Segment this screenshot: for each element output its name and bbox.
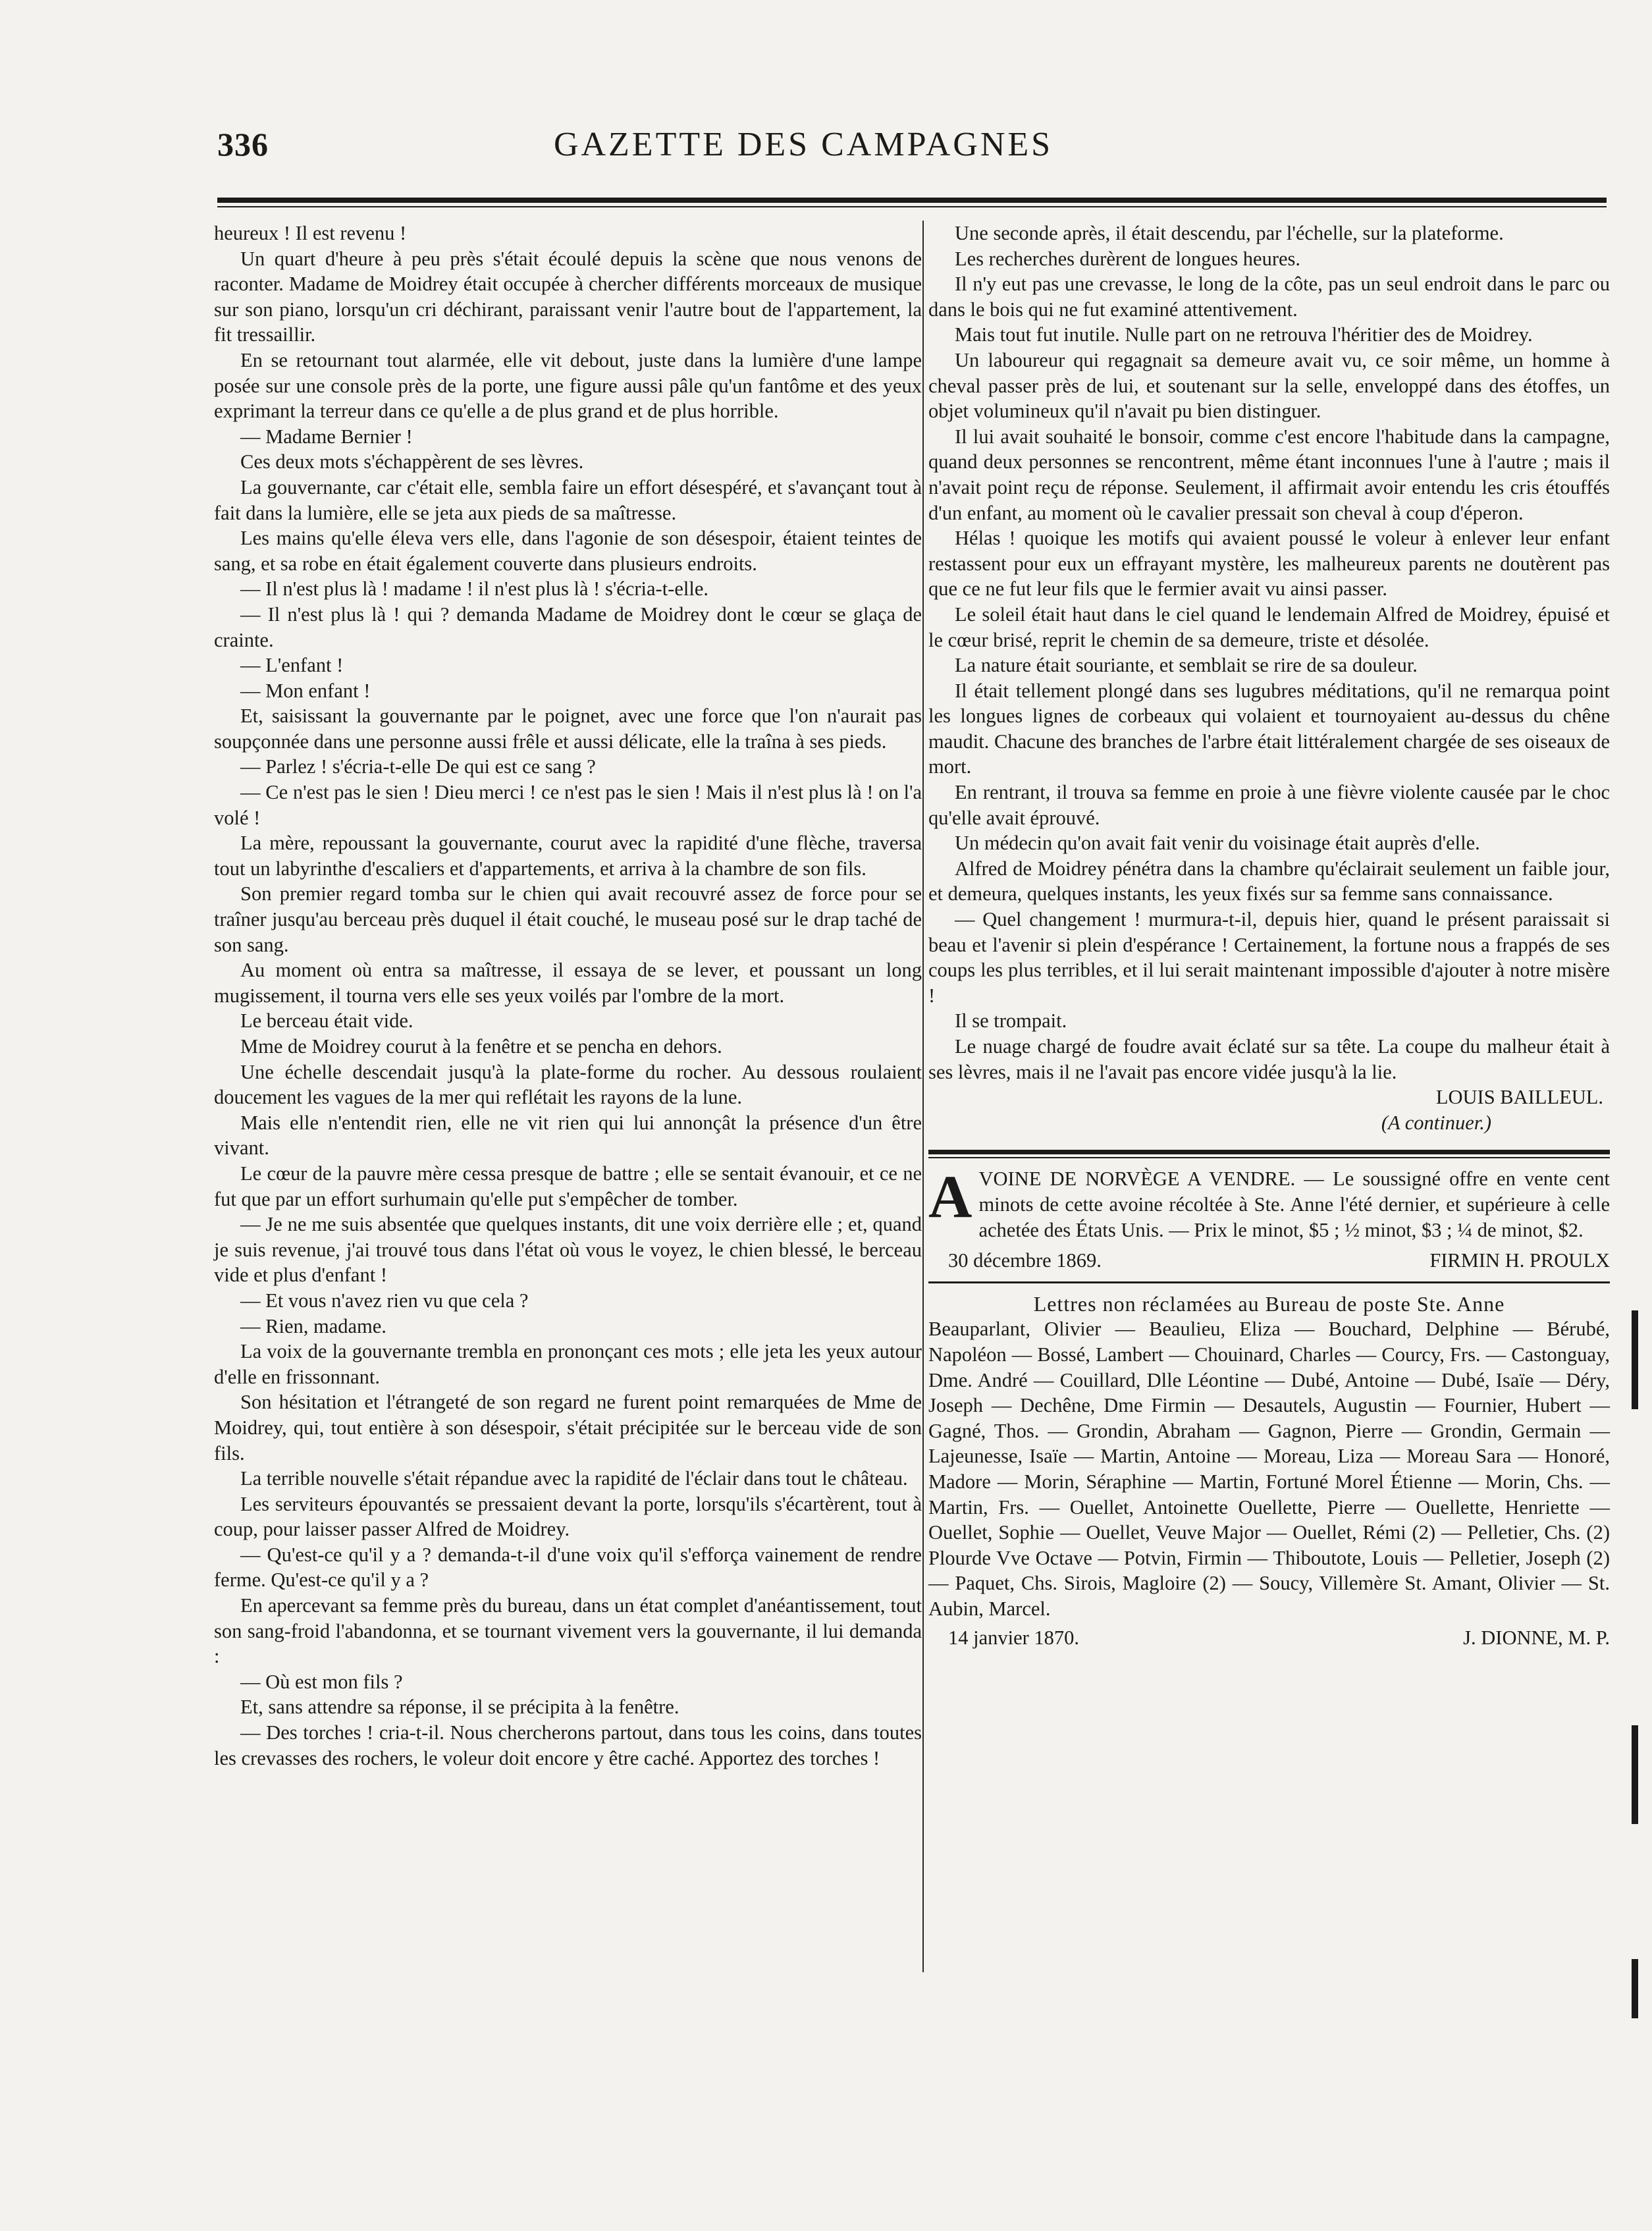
story-paragraph: — Il n'est plus là ! qui ? demanda Madame de Moidrey dont le cœur se glaça de crainte.	[214, 603, 922, 651]
story-paragraph: — Mon enfant !	[240, 679, 371, 702]
drop-cap: A	[928, 1163, 973, 1231]
story-paragraph: — Et vous n'avez rien vu que cela ?	[240, 1289, 529, 1312]
oats-advertisement	[928, 1163, 1610, 1273]
story-paragraph: Il était tellement plongé dans ses lugubres méditations, qu'il ne remarqua point les longues lignes de corbeaux qui volaient et tournoyaient au-dessus du chêne maudit. Chacune des branches de l'arbre était littéralement chargée de ses oiseaux de mort.	[928, 679, 1610, 778]
story-paragraph: La terrible nouvelle s'était répandue avec la rapidité de l'éclair dans tout le château.	[240, 1467, 908, 1490]
ad-text: VOINE DE NORVÈGE A VENDRE. — Le soussigné offre en vente cent minots de cette avoine récoltée à Ste. Anne l'été dernier, et supérieure à celle achetée des États Unis. — Prix le minot, $5 ; ½ minot, $3 ; ¼ de minot, $2.	[978, 1168, 1610, 1241]
unclaimed-letters-notice	[928, 1291, 1610, 1651]
story-paragraph: Alfred de Moidrey pénétra dans la chambre qu'éclairait seulement un faible jour, et demeura, quelques instants, les yeux fixés sur sa femme sans connaissance.	[928, 857, 1610, 905]
section-rule-thick	[928, 1150, 1610, 1154]
story-paragraph: Le cœur de la pauvre mère cessa presque de battre ; elle se sentait évanouir, et ce ne fut que par un effort surhumain qu'elle put s'empêcher de tomber.	[214, 1162, 922, 1210]
story-paragraph: — Madame Bernier !	[240, 425, 413, 448]
story-paragraph: Au moment où entra sa maîtresse, il essaya de se lever, et poussant un long mugissement, il tourna vers elle ses yeux voilés par l'ombre de la mort.	[214, 959, 922, 1007]
story-paragraph: Il lui avait souhaité le bonsoir, comme c'est encore l'habitude dans la campagne, quand deux personnes se rencontrent, même étant inconnues l'une à l'autre ; mais il n'avait point reçu de réponse. Seulement, il affirmait avoir entendu les cris étouffés d'un enfant, au moment où le cavalier pressait son cheval à coup d'éperon.	[928, 425, 1610, 524]
story-paragraph: La gouvernante, car c'était elle, sembla faire un effort désespéré, et s'avançant tout à fait dans la lumière, elle se jeta aux pieds de sa maîtresse.	[214, 475, 922, 524]
story-paragraph: — Qu'est-ce qu'il y a ? demanda-t-il d'une voix qu'il s'efforça vainement de rendre ferme. Qu'est-ce qu'il y a ?	[214, 1543, 922, 1592]
story-paragraph: — Ce n'est pas le sien ! Dieu merci ! ce n'est pas le sien ! Mais il n'est plus là ! on l'a volé !	[214, 781, 922, 829]
section-rule-thin	[928, 1157, 1610, 1158]
story-paragraph: Le berceau était vide.	[240, 1009, 413, 1033]
column-divider	[922, 221, 924, 1972]
story-paragraph: La voix de la gouvernante trembla en prononçant ces mots ; elle jeta les yeux autour d'elle en frissonnant.	[214, 1340, 922, 1388]
story-paragraph: — Je ne me suis absentée que quelques instants, dit une voix derrière elle ; et, quand je suis revenue, j'ai trouvé tous dans l'état où vous le voyez, le chien blessé, le berceau vide et plus d'enfant !	[214, 1213, 922, 1287]
story-paragraph: Son hésitation et l'étrangeté de son regard ne furent point remarquées de Mme de Moidrey, qui, tout entière à son désespoir, s'était précipitée sur le berceau vide de son fils.	[214, 1391, 922, 1465]
ad-date: 30 décembre 1869.	[948, 1249, 1102, 1272]
story-paragraph: Les mains qu'elle éleva vers elle, dans l'agonie de son désespoir, étaient teintes de sang, et sa robe en était également couverte dans plusieurs endroits.	[214, 527, 922, 575]
story-paragraph: Le nuage chargé de foudre avait éclaté sur sa tête. La coupe du malheur était à ses lèvres, mais il ne l'avait pas encore vidée jusqu'à la lie.	[928, 1035, 1610, 1083]
story-paragraph: — L'enfant !	[240, 654, 344, 677]
story-paragraph: — Où est mon fils ?	[240, 1670, 403, 1693]
to-be-continued: (A continuer.)	[1381, 1111, 1491, 1134]
page-header	[217, 125, 1389, 171]
story-paragraph: — Parlez ! s'écria-t-elle De qui est ce sang ?	[240, 755, 596, 778]
story-paragraph: Hélas ! quoique les motifs qui avaient poussé le voleur à enlever leur enfant restassent pour eux un effrayant mystère, les malheureux parents ne doutèrent pas que ce ne fut leur fils que le fermier avait vu ainsi passer.	[928, 527, 1610, 601]
story-paragraph: Il se trompait.	[955, 1009, 1067, 1033]
letters-title: Lettres non réclamées au Bureau de poste Ste. Anne	[1033, 1291, 1505, 1316]
letters-date: 14 janvier 1870.	[948, 1626, 1080, 1650]
page-number: 336	[217, 126, 269, 163]
header-rule-thick	[217, 198, 1607, 203]
story-paragraph: Un quart d'heure à peu près s'était écoulé depuis la scène que nous venons de raconter. Madame de Moidrey était occupée à chercher différents morceaux de musique sur son piano, lorsqu'un cri déchirant, paraissant venir l'autre bout de l'appartement, la fit tressaillir.	[214, 247, 922, 346]
story-paragraph: — Des torches ! cria-t-il. Nous chercherons partout, dans tous les coins, dans toutes les crevasses des rochers, le voleur doit encore y être caché. Apportez des torches !	[214, 1721, 922, 1769]
story-paragraph: Ces deux mots s'échappèrent de ses lèvres.	[240, 450, 584, 473]
story-paragraph: La mère, repoussant la gouvernante, courut avec la rapidité d'une flèche, traversa tout un labyrinthe d'escaliers et d'appartements, et arriva à la chambre de son fils.	[214, 832, 922, 880]
story-paragraph: Un laboureur qui regagnait sa demeure avait vu, ce soir même, un homme à cheval passer près de lui, et soutenant sur la selle, enveloppé dans des étoffes, un objet volumineux qu'il n'avait pu bien distinguer.	[928, 348, 1610, 423]
story-paragraph: — Rien, madame.	[240, 1314, 386, 1337]
story-paragraph: La nature était souriante, et semblait se rire de sa douleur.	[955, 654, 1418, 677]
left-column	[214, 221, 922, 1771]
story-paragraph: — Quel changement ! murmura-t-il, depuis hier, quand le présent paraissait si beau et l'avenir si plein d'espérance ! Certainement, la fortune nous a frappés de ses coups les plus terribles, et il lui serait maintenant impossible d'ajouter à notre misère !	[928, 908, 1610, 1007]
story-paragraph: Et, sans attendre sa réponse, il se précipita à la fenêtre.	[240, 1696, 679, 1719]
story-paragraph: Mais tout fut inutile. Nulle part on ne retrouva l'héritier des de Moidrey.	[955, 323, 1533, 346]
story-paragraph: heureux ! Il est revenu !	[214, 222, 407, 244]
author-signature: LOUIS BAILLEUL.	[1435, 1086, 1603, 1109]
margin-mark	[1632, 1959, 1638, 2018]
story-paragraph: — Il n'est plus là ! madame ! il n'est plus là ! s'écria-t-elle.	[240, 578, 708, 601]
right-column	[928, 221, 1610, 1651]
margin-mark	[1632, 1725, 1638, 1824]
letters-signer: J. DIONNE, M. P.	[1463, 1626, 1610, 1650]
story-paragraph: Son premier regard tomba sur le chien qui avait recouvré assez de force pour se traîner jusqu'au berceau près duquel il était couché, le museau posé sur le drap taché de son sang.	[214, 882, 922, 956]
story-paragraph: Mais elle n'entendit rien, elle ne vit rien qui lui annonçât la présence d'un être vivant.	[214, 1111, 922, 1160]
story-paragraph: Une échelle descendait jusqu'à la plate-forme du rocher. Au dessous roulaient doucement les vagues de la mer qui reflétait les rayons de la lune.	[214, 1060, 922, 1109]
letters-footer	[948, 1625, 1610, 1651]
story-paragraph: Un médecin qu'on avait fait venir du voisinage était auprès d'elle.	[955, 832, 1480, 855]
story-paragraph: Les recherches durèrent de longues heures.	[955, 247, 1301, 270]
story-paragraph: Les serviteurs épouvantés se pressaient devant la porte, lorsqu'ils s'écartèrent, tout à coup, pour laisser passer Alfred de Moidrey.	[214, 1492, 922, 1541]
ad-footer	[948, 1248, 1610, 1274]
margin-mark	[1632, 1310, 1638, 1409]
story-paragraph: Le soleil était haut dans le ciel quand le lendemain Alfred de Moidrey, épuisé et le cœur brisé, reprit le chemin de sa demeure, triste et désolée.	[928, 603, 1610, 651]
header-rule-thin	[217, 206, 1607, 207]
story-paragraph: En se retournant tout alarmée, elle vit debout, juste dans la lumière d'une lampe posée sur une console près de la porte, une figure aussi pâle qu'un fantôme et des yeux exprimant la terreur dans ce qu'elle a de plus grand et de plus horrible.	[214, 348, 922, 423]
section-rule	[928, 1281, 1610, 1283]
story-paragraph: En apercevant sa femme près du bureau, dans un état complet d'anéantissement, tout son sang-froid l'abandonna, et se tournant vivement vers la gouvernante, il lui demanda :	[214, 1594, 922, 1668]
ad-signer: FIRMIN H. PROULX	[1429, 1249, 1610, 1272]
story-paragraph: En rentrant, il trouva sa femme en proie à une fièvre violente causée par le choc qu'elle avait éprouvé.	[928, 781, 1610, 829]
story-paragraph: Une seconde après, il était descendu, par l'échelle, sur la plateforme.	[955, 222, 1504, 244]
journal-title: GAZETTE DES CAMPAGNES	[553, 126, 1053, 163]
letters-list: Beauparlant, Olivier — Beaulieu, Eliza — Bouchard, Delphine — Bérubé, Napoléon — Bossé, Lambert — Chouinard, Charles — Courcy, Frs. — Castonguay, Dme. André — Couillard, Dlle Léontine — Dubé, Antoine — Dubé, Isaïe — Déry, Joseph — Dechêne, Dme Firmin — Desautels, Augustin — Fournier, Hubert — Gagné, Thos. — Grondin, Abraham — Gagnon, Pierre — Grondin, Germain — Lajeunesse, Isaïe — Martin, Antoine — Moreau, Liza — Moreau Sara — Honoré, Madore — Morin, Séraphine — Martin, Fortuné Morel Étienne — Morin, Chs. — Martin, Frs. — Ouellet, Antoinette Ouellette, Pierre — Ouellette, Henriette — Ouellet, Sophie — Ouellet, Veuve Major — Ouellet, Rémi (2) — Pelletier, Chs. (2) Plourde Vve Octave — Potvin, Firmin — Thiboutote, Louis — Pelletier, Joseph (2) — Paquet, Chs. Sirois, Magloire (2) — Soucy, Villemère St. Amant, Olivier — St. Aubin, Marcel.	[928, 1318, 1610, 1620]
story-paragraph: Mme de Moidrey courut à la fenêtre et se pencha en dehors.	[240, 1035, 722, 1058]
story-paragraph: Et, saisissant la gouvernante par le poignet, avec une force que l'on n'aurait pas soupçonnée dans une personne aussi frêle et aussi délicate, elle la traîna à ses pieds.	[214, 705, 922, 753]
story-paragraph: Il n'y eut pas une crevasse, le long de la côte, pas un seul endroit dans le parc ou dans le bois qui ne fut examiné attentivement.	[928, 273, 1610, 321]
